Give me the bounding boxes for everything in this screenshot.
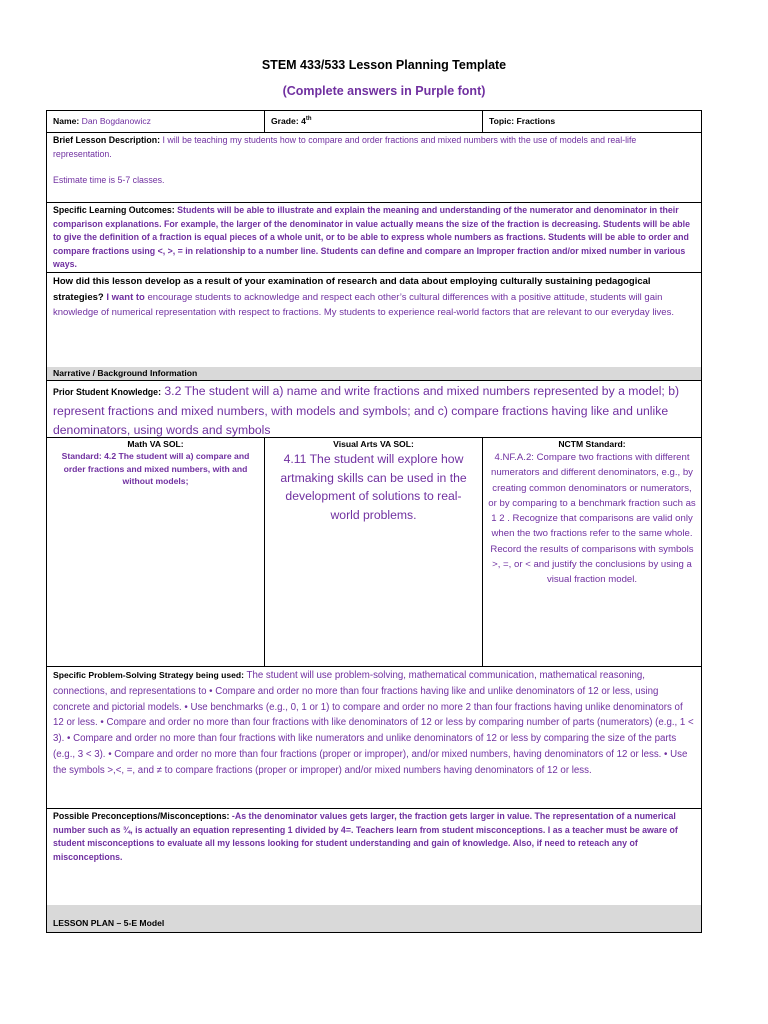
estimate-text: Estimate time is 5-7 classes. [53, 175, 165, 185]
arts-sol-heading: Visual Arts VA SOL: [333, 439, 414, 449]
grade-cell [265, 111, 483, 132]
learning-outcomes-section [46, 202, 702, 273]
nctm-heading: NCTM Standard: [558, 439, 626, 449]
narrative-label: Narrative / Background Information [53, 368, 198, 378]
misconceptions-text: -As the denominator values gets larger, the fraction gets larger in value. The representation of a numerical number such as ¾, is actually an equation representing 1 divided by 4=. Teachers learn from student misconceptions. I as a teacher must be aware of student misconceptions to evaluate all my lessons looking for student understanding and gain of knowledge. Also, if need to reteach any of misconceptions. [53, 811, 678, 862]
grade-sup: th [305, 116, 312, 123]
grade-label: Grade: 4 [271, 116, 306, 126]
info-row [46, 110, 702, 133]
prior-knowledge-section [46, 380, 702, 438]
math-sol-cell [47, 437, 265, 666]
document-subtitle: (Complete answers in Purple font) [282, 84, 486, 98]
topic-label: Topic: Fractions [489, 116, 556, 126]
arts-sol-text: 4.11 The student will explore how artmaking skills can be used in the development of solutions to real-world problems. [280, 452, 467, 522]
strategy-text: The student will use problem-solving, mathematical communication, mathematical reasoning, connections, and representations to • Compare and order no more than four fractions having like and unlike denominators of 12 or less, using concrete and pictorial models. • Use benchmarks (e.g., 0, 1 or 1) to compare and order no more 2 than four fractions having unlike denominators of 12 or less. • Compare and order no more than four fractions with like denominators of 12 or less by comparing number of parts (numerators) (e.g., 1 < 3). • Compare and order no more than four fractions with like numerators and unlike denominators of 12 or less by comparing the size of the parts (e.g., 3 < 3). • Compare and order no more than four fractions (proper or improper), and/or mixed numbers, having denominators of 12 or less. • Use the symbols >,<, =, and ≠ to compare fractions (proper or improper) and/or mixed numbers having denominators of 12 or less. [53, 670, 694, 776]
lesson-plan-label: LESSON PLAN – 5-E Model [53, 918, 165, 928]
math-sol-text: Standard: 4.2 The student will a) compare and order fractions and mixed numbers, with and without models; [61, 451, 250, 486]
culture-label: How did this lesson develop as a result of your examination of research and data about employing culturally sustaining pedagogical strategies? [53, 276, 651, 303]
culture-section [46, 272, 702, 368]
strategy-section [46, 666, 702, 809]
outcomes-label: Specific Learning Outcomes: [53, 205, 175, 215]
prior-label: Prior Student Knowledge: [53, 387, 162, 397]
brief-label: Brief Lesson Description: [53, 135, 161, 145]
narrative-header [46, 367, 702, 381]
nctm-text: 4.NF.A.2: Compare two fractions with different numerators and different denominators, e.g., by creating common denominators or numerators, or by comparing to a benchmark fraction such as 1 2 . Recognize that comparisons are valid only when the two fractions refer to the same whole. Record the results of comparisons with symbols >, =, or < and justify the conclusions by using a visual fraction model. [488, 452, 696, 586]
arts-sol-cell [265, 437, 483, 666]
misconceptions-label: Possible Preconceptions/Misconceptions: [53, 811, 230, 821]
culture-lead: I want to [106, 291, 145, 303]
brief-description-section [46, 132, 702, 203]
lesson-plan-header [46, 905, 702, 933]
outcomes-text: Students will be able to illustrate and explain the meaning and understanding of the numerator and denominator in their comparison explanations. For example, the larger of the denominator in value actually means the size of the fraction is decreasing. Students will be able to give the definition of a fraction is equal pieces of a whole unit, or to be able to express whole numbers as fractions. Students will be able to order and compare fractions using <, >, = in relationship to a number line. Students can define and compare an Improper fraction and/or mixed number in various ways. [53, 205, 690, 269]
misconceptions-section [46, 808, 702, 906]
math-sol-heading: Math VA SOL: [127, 439, 184, 449]
brief-text: I will be teaching my students how to compare and order fractions and mixed numbers with the use of models and real-life representation. [53, 135, 637, 159]
prior-text: 3.2 The student will a) name and write fractions and mixed numbers represented by a model; b) represent fractions and mixed numbers, with models and symbols; and c) compare fractions having like and unlike denominators, using words and symbols [53, 384, 680, 437]
name-value: Dan Bogdanowicz [81, 116, 151, 126]
culture-text: encourage students to acknowledge and respect each other’s cultural differences with a positive attitude, students will gain knowledge of numerical representation with respect to fractions. My students to experience real-world factors that are relevant to our everyday lives. [53, 291, 674, 319]
nctm-cell [483, 437, 701, 666]
name-cell [47, 111, 265, 132]
strategy-label: Specific Problem-Solving Strategy being used: [53, 670, 245, 680]
standards-row [46, 437, 702, 667]
name-label: Name: [53, 116, 80, 126]
topic-cell [483, 111, 701, 132]
document-title: STEM 433/533 Lesson Planning Template [261, 58, 507, 72]
